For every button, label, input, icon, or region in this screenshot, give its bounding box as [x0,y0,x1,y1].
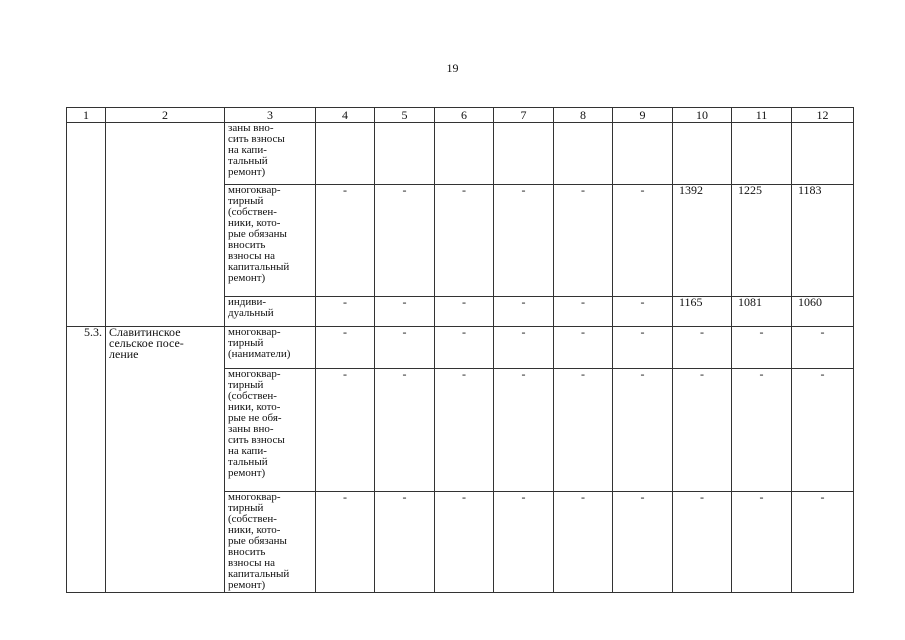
value-cell: - [375,327,435,369]
value-cell [792,123,854,185]
value-cell: - [375,185,435,297]
housing-type-cell: заны вно- сить взносы на капи- тальный ремонт) [225,123,316,185]
table-row [67,327,854,369]
value-cell: - [554,492,613,593]
tariff-table [66,107,854,593]
value-cell: - [673,492,732,593]
value-cell [494,123,554,185]
value-cell: 1183 [792,185,854,297]
row-index-cell: 5.3. [67,327,106,593]
value-cell: - [435,327,494,369]
col-header: 4 [316,108,375,123]
value-cell: - [375,369,435,492]
value-cell [375,123,435,185]
settlement-cell: Славитинское сельское посе- ление [106,327,225,593]
value-cell: - [435,369,494,492]
col-header: 12 [792,108,854,123]
value-cell [316,123,375,185]
value-cell: - [494,185,554,297]
col-header: 3 [225,108,316,123]
value-cell [613,123,673,185]
column-number-row [67,108,854,123]
value-cell: 1081 [732,297,792,327]
col-header: 9 [613,108,673,123]
value-cell: - [375,297,435,327]
value-cell: - [792,369,854,492]
col-header: 2 [106,108,225,123]
value-cell [732,123,792,185]
value-cell: 1392 [673,185,732,297]
value-cell: - [732,327,792,369]
value-cell: 1060 [792,297,854,327]
value-cell: - [554,327,613,369]
value-cell: - [494,492,554,593]
value-cell: - [494,369,554,492]
value-cell: - [613,327,673,369]
value-cell [554,123,613,185]
value-cell: - [316,185,375,297]
value-cell: - [613,185,673,297]
value-cell: - [316,327,375,369]
value-cell: - [316,492,375,593]
table-row [67,123,854,185]
settlement-cell [106,123,225,327]
value-cell: - [494,297,554,327]
value-cell: - [494,327,554,369]
page-number: 19 [446,61,459,75]
housing-type-cell: многоквар- тирный (собствен- ники, кото- рые обязаны вносить взносы на капитальный ремонт) [225,492,316,593]
col-header: 11 [732,108,792,123]
value-cell: 1225 [732,185,792,297]
col-header: 10 [673,108,732,123]
value-cell: - [673,369,732,492]
housing-type-cell: многоквар- тирный (собствен- ники, кото- рые не обя- заны вно- сить взносы на капи- тальный ремонт) [225,369,316,492]
value-cell: - [554,369,613,492]
col-header: 5 [375,108,435,123]
value-cell: - [613,492,673,593]
row-index-cell [67,123,106,327]
value-cell: - [435,185,494,297]
value-cell: - [316,369,375,492]
value-cell: - [554,297,613,327]
value-cell: - [732,369,792,492]
value-cell: - [554,185,613,297]
value-cell: - [732,492,792,593]
col-header: 7 [494,108,554,123]
housing-type-cell: индиви- дуальный [225,297,316,327]
value-cell: - [613,369,673,492]
value-cell: - [435,297,494,327]
col-header: 6 [435,108,494,123]
housing-type-cell: многоквар- тирный (собствен- ники, кото- рые обязаны вносить взносы на капитальный ремонт) [225,185,316,297]
value-cell: - [613,297,673,327]
housing-type-cell: многоквар- тирный (наниматели) [225,327,316,369]
value-cell: - [792,327,854,369]
value-cell: - [673,327,732,369]
value-cell: 1165 [673,297,732,327]
value-cell: - [792,492,854,593]
value-cell: - [435,492,494,593]
value-cell [673,123,732,185]
value-cell: - [375,492,435,593]
value-cell [435,123,494,185]
value-cell: - [316,297,375,327]
col-header: 1 [67,108,106,123]
col-header: 8 [554,108,613,123]
